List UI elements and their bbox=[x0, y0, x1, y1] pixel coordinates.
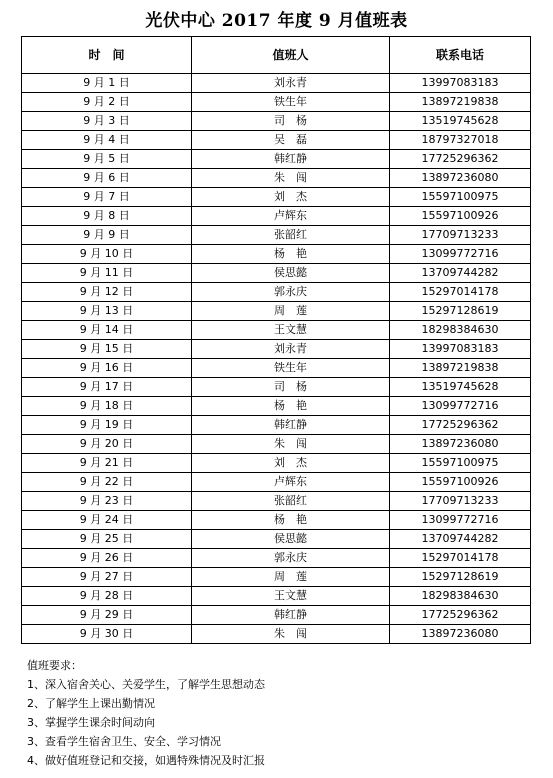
cell-phone: 13519745628 bbox=[390, 378, 531, 397]
table-row bbox=[22, 454, 531, 473]
cell-phone: 15297014178 bbox=[390, 549, 531, 568]
table-body bbox=[22, 74, 531, 644]
cell-date: 9 月 4 日 bbox=[22, 131, 192, 150]
table-row bbox=[22, 625, 531, 644]
cell-date: 9 月 16 日 bbox=[22, 359, 192, 378]
table-row bbox=[22, 321, 531, 340]
cell-phone: 15597100975 bbox=[390, 188, 531, 207]
table-row bbox=[22, 511, 531, 530]
table-row bbox=[22, 188, 531, 207]
requirements-heading: 值班要求： bbox=[27, 659, 82, 672]
cell-phone: 18797327018 bbox=[390, 131, 531, 150]
cell-date: 9 月 21 日 bbox=[22, 454, 192, 473]
table-row bbox=[22, 359, 531, 378]
cell-date: 9 月 15 日 bbox=[22, 340, 192, 359]
cell-name: 侯思懿 bbox=[192, 530, 390, 549]
cell-name: 韩红静 bbox=[192, 150, 390, 169]
cell-date: 9 月 17 日 bbox=[22, 378, 192, 397]
requirement-item: 1、深入宿舍关心、关爱学生，了解学生思想动态 bbox=[27, 678, 265, 691]
cell-phone: 15597100926 bbox=[390, 473, 531, 492]
cell-phone: 13997083183 bbox=[390, 74, 531, 93]
cell-phone: 15297128619 bbox=[390, 302, 531, 321]
cell-date: 9 月 13 日 bbox=[22, 302, 192, 321]
table-row bbox=[22, 264, 531, 283]
cell-name: 卢辉东 bbox=[192, 207, 390, 226]
table-row bbox=[22, 302, 531, 321]
cell-name: 杨 艳 bbox=[192, 511, 390, 530]
cell-phone: 13897219838 bbox=[390, 93, 531, 112]
cell-name: 周 莲 bbox=[192, 302, 390, 321]
cell-date: 9 月 23 日 bbox=[22, 492, 192, 511]
cell-phone: 13709744282 bbox=[390, 264, 531, 283]
table-row bbox=[22, 131, 531, 150]
table-row bbox=[22, 378, 531, 397]
cell-name: 铁生年 bbox=[192, 93, 390, 112]
table-row bbox=[22, 530, 531, 549]
cell-date: 9 月 22 日 bbox=[22, 473, 192, 492]
table-header-row bbox=[22, 37, 531, 74]
cell-name: 郭永庆 bbox=[192, 549, 390, 568]
cell-name: 韩红静 bbox=[192, 416, 390, 435]
table-row bbox=[22, 283, 531, 302]
cell-name: 杨 艳 bbox=[192, 245, 390, 264]
cell-name: 郭永庆 bbox=[192, 283, 390, 302]
cell-date: 9 月 6 日 bbox=[22, 169, 192, 188]
cell-name: 杨 艳 bbox=[192, 397, 390, 416]
table-row bbox=[22, 492, 531, 511]
cell-date: 9 月 20 日 bbox=[22, 435, 192, 454]
cell-name: 张韶红 bbox=[192, 492, 390, 511]
cell-date: 9 月 11 日 bbox=[22, 264, 192, 283]
duty-requirements bbox=[27, 656, 265, 770]
cell-name: 司 杨 bbox=[192, 112, 390, 131]
cell-phone: 13897236080 bbox=[390, 625, 531, 644]
cell-phone: 15597100975 bbox=[390, 454, 531, 473]
table-row bbox=[22, 245, 531, 264]
table-row bbox=[22, 587, 531, 606]
duty-roster-table bbox=[21, 36, 531, 644]
cell-date: 9 月 8 日 bbox=[22, 207, 192, 226]
table-row bbox=[22, 416, 531, 435]
cell-name: 周 莲 bbox=[192, 568, 390, 587]
cell-date: 9 月 3 日 bbox=[22, 112, 192, 131]
cell-name: 侯思懿 bbox=[192, 264, 390, 283]
table-row bbox=[22, 568, 531, 587]
cell-phone: 17709713233 bbox=[390, 492, 531, 511]
cell-date: 9 月 7 日 bbox=[22, 188, 192, 207]
cell-phone: 18298384630 bbox=[390, 587, 531, 606]
table-row bbox=[22, 150, 531, 169]
cell-date: 9 月 30 日 bbox=[22, 625, 192, 644]
cell-date: 9 月 19 日 bbox=[22, 416, 192, 435]
cell-phone: 18298384630 bbox=[390, 321, 531, 340]
cell-name: 王文慧 bbox=[192, 587, 390, 606]
cell-date: 9 月 1 日 bbox=[22, 74, 192, 93]
cell-phone: 13897236080 bbox=[390, 435, 531, 454]
cell-date: 9 月 12 日 bbox=[22, 283, 192, 302]
requirement-item: 4、做好值班登记和交接，如遇特殊情况及时汇报 bbox=[27, 754, 265, 767]
cell-date: 9 月 9 日 bbox=[22, 226, 192, 245]
table-row bbox=[22, 606, 531, 625]
table-row bbox=[22, 93, 531, 112]
cell-phone: 13099772716 bbox=[390, 511, 531, 530]
table-row bbox=[22, 435, 531, 454]
cell-date: 9 月 24 日 bbox=[22, 511, 192, 530]
cell-name: 朱 闯 bbox=[192, 169, 390, 188]
cell-date: 9 月 14 日 bbox=[22, 321, 192, 340]
cell-name: 刘 杰 bbox=[192, 188, 390, 207]
page-title: 光伏中心 2017 年度 9 月值班表 bbox=[145, 11, 408, 31]
header-name: 值班人 bbox=[192, 37, 390, 74]
table-row bbox=[22, 207, 531, 226]
cell-phone: 13099772716 bbox=[390, 397, 531, 416]
cell-phone: 13519745628 bbox=[390, 112, 531, 131]
requirement-item: 3、掌握学生课余时间动向 bbox=[27, 716, 155, 729]
table-row bbox=[22, 74, 531, 93]
cell-phone: 13897219838 bbox=[390, 359, 531, 378]
cell-phone: 13709744282 bbox=[390, 530, 531, 549]
cell-name: 铁生年 bbox=[192, 359, 390, 378]
cell-name: 刘 杰 bbox=[192, 454, 390, 473]
cell-phone: 13997083183 bbox=[390, 340, 531, 359]
cell-name: 王文慧 bbox=[192, 321, 390, 340]
cell-name: 卢辉东 bbox=[192, 473, 390, 492]
cell-phone: 17725296362 bbox=[390, 416, 531, 435]
table-row bbox=[22, 169, 531, 188]
cell-phone: 15297014178 bbox=[390, 283, 531, 302]
header-date: 时 间 bbox=[22, 37, 192, 74]
cell-phone: 15297128619 bbox=[390, 568, 531, 587]
cell-phone: 15597100926 bbox=[390, 207, 531, 226]
cell-date: 9 月 18 日 bbox=[22, 397, 192, 416]
cell-name: 司 杨 bbox=[192, 378, 390, 397]
cell-date: 9 月 29 日 bbox=[22, 606, 192, 625]
cell-date: 9 月 5 日 bbox=[22, 150, 192, 169]
table-row bbox=[22, 549, 531, 568]
table-row bbox=[22, 112, 531, 131]
cell-date: 9 月 25 日 bbox=[22, 530, 192, 549]
cell-name: 张韶红 bbox=[192, 226, 390, 245]
cell-phone: 17709713233 bbox=[390, 226, 531, 245]
cell-phone: 13897236080 bbox=[390, 169, 531, 188]
cell-date: 9 月 26 日 bbox=[22, 549, 192, 568]
cell-name: 韩红静 bbox=[192, 606, 390, 625]
cell-phone: 13099772716 bbox=[390, 245, 531, 264]
table-row bbox=[22, 226, 531, 245]
cell-name: 刘永青 bbox=[192, 74, 390, 93]
table-row bbox=[22, 473, 531, 492]
cell-date: 9 月 10 日 bbox=[22, 245, 192, 264]
cell-phone: 17725296362 bbox=[390, 606, 531, 625]
cell-date: 9 月 28 日 bbox=[22, 587, 192, 606]
cell-name: 吴 磊 bbox=[192, 131, 390, 150]
table-row bbox=[22, 397, 531, 416]
cell-name: 刘永青 bbox=[192, 340, 390, 359]
cell-phone: 17725296362 bbox=[390, 150, 531, 169]
table-row bbox=[22, 340, 531, 359]
cell-date: 9 月 2 日 bbox=[22, 93, 192, 112]
header-phone: 联系电话 bbox=[390, 37, 531, 74]
requirement-item: 2、了解学生上课出勤情况 bbox=[27, 697, 155, 710]
requirement-item: 3、查看学生宿舍卫生、安全、学习情况 bbox=[27, 735, 221, 748]
cell-name: 朱 闯 bbox=[192, 435, 390, 454]
cell-name: 朱 闯 bbox=[192, 625, 390, 644]
cell-date: 9 月 27 日 bbox=[22, 568, 192, 587]
